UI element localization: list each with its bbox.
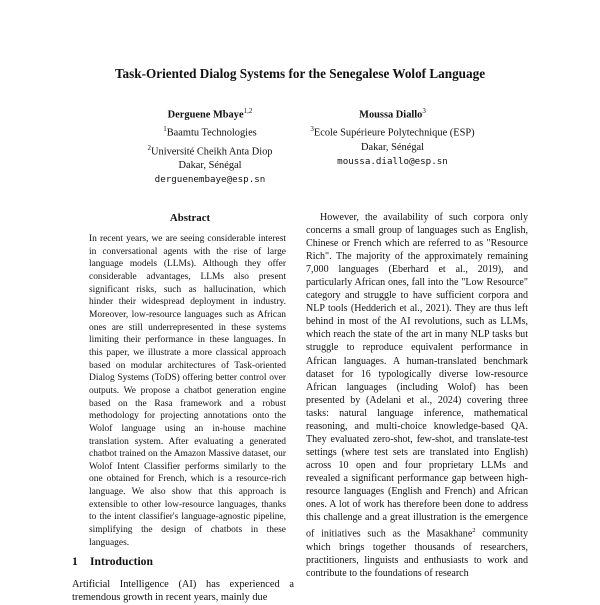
affiliation-marker: 1 (163, 125, 167, 134)
paper-title: Task-Oriented Dialog Systems for the Senegalese Wolof Language (114, 66, 486, 81)
author-email: moussa.diallo@esp.sn (337, 155, 448, 167)
author-name: Derguene Mbaye (167, 109, 244, 121)
author-affiliation-marker: 3 (422, 107, 426, 115)
author-location: Dakar, Sénégal (178, 160, 242, 172)
affiliation: Ecole Supérieure Polytechnique (ESP) (313, 127, 475, 139)
section-title: Introduction (90, 555, 153, 568)
body-text: However, the availability of such corpora only concerns a small group of languages such as English, Chinese or French which are referred to as "Resource Rich". The majority of the approximately remaining 7,000 languages (Eberhard et al., 2019), and particularly African ones, fall into the "Low Resource" category and struggle to have sufficient corpora and NLP tools (Hedderich et al., 2021). They are thus left behind in most of the AI revolutions, such as LLMs, which reach the state of the art in many NLP tasks but struggle to reproduce equivalent performance in African languages. A human-translated benchmark dataset for 16 typologically diverse low-resource African languages (including Wolof) has been presented by (Adelani et al., 2024) covering three tasks: natural language inference, mathematical reasoning, and multi-choice knowledge-based QA. They evaluated zero-shot, few-shot, and translate-test settings (where test sets are translated into English) across 10 open and four proprietary LLMs and revealed a significant performance gap between high-resource languages (English and French) and African ones. A lot of work has therefore been done to address this challenge and a great illustration is the emergence of initiatives such as the Masakhane (306, 212, 528, 540)
author-location: Dakar, Sénégal (360, 141, 425, 153)
intro-paragraph: Artificial Intelligence (AI) has experienced a tremendous growth in recent years, mainly due (72, 579, 294, 604)
affiliation: Université Cheikh Anta Diop (151, 146, 273, 158)
section-number: 1 (72, 555, 78, 568)
section-heading (72, 555, 153, 568)
abstract-text: In recent years, we are seeing considerable interest in conversational agents with the rise of large language models (LLMs). Although they offer considerable advantages, LLMs also present significant risks, such as hallucination, which hinder their widespread deployment in industry. Moreover, low-resource languages such as African ones are still underrepresented in these systems limiting their performance in these languages. In this paper, we illustrate a more classical approach based on modular architectures of Task-oriented Dialog Systems (ToDS) offering better control over outputs. We propose a chatbot generation engine based on the Rasa framework and a robust methodology for projecting annotations onto the Wolof language using an in-house machine translation system. After evaluating a generated chatbot trained on the Amazon Massive dataset, our Wolof Intent Classifier performs similarly to the one obtained for French, which is a resource-rich language. We also show that this approach is extensible to other low-resource languages, thanks to the intent classifier's language-agnostic pipeline, simplifying the design of chatbots in these languages. (89, 234, 286, 548)
affiliation: Baamtu Technologies (166, 127, 257, 139)
author-email: derguenembaye@esp.sn (154, 174, 266, 186)
affiliation-marker: 3 (310, 125, 314, 134)
author-block-2 (285, 104, 500, 169)
body-text: community which brings together thousands of researchers, practitioners, linguists and enthusiasts to work and contribute to the foundations of research (306, 528, 528, 579)
right-column-paragraph (306, 211, 528, 580)
author-block-1 (110, 104, 310, 187)
author-affiliation-marker: 1,2 (243, 107, 253, 115)
author-name: Moussa Diallo (359, 109, 423, 121)
footnote-marker: 2 (472, 527, 476, 535)
affiliation-marker: 2 (147, 143, 151, 152)
abstract-heading: Abstract (169, 212, 211, 224)
